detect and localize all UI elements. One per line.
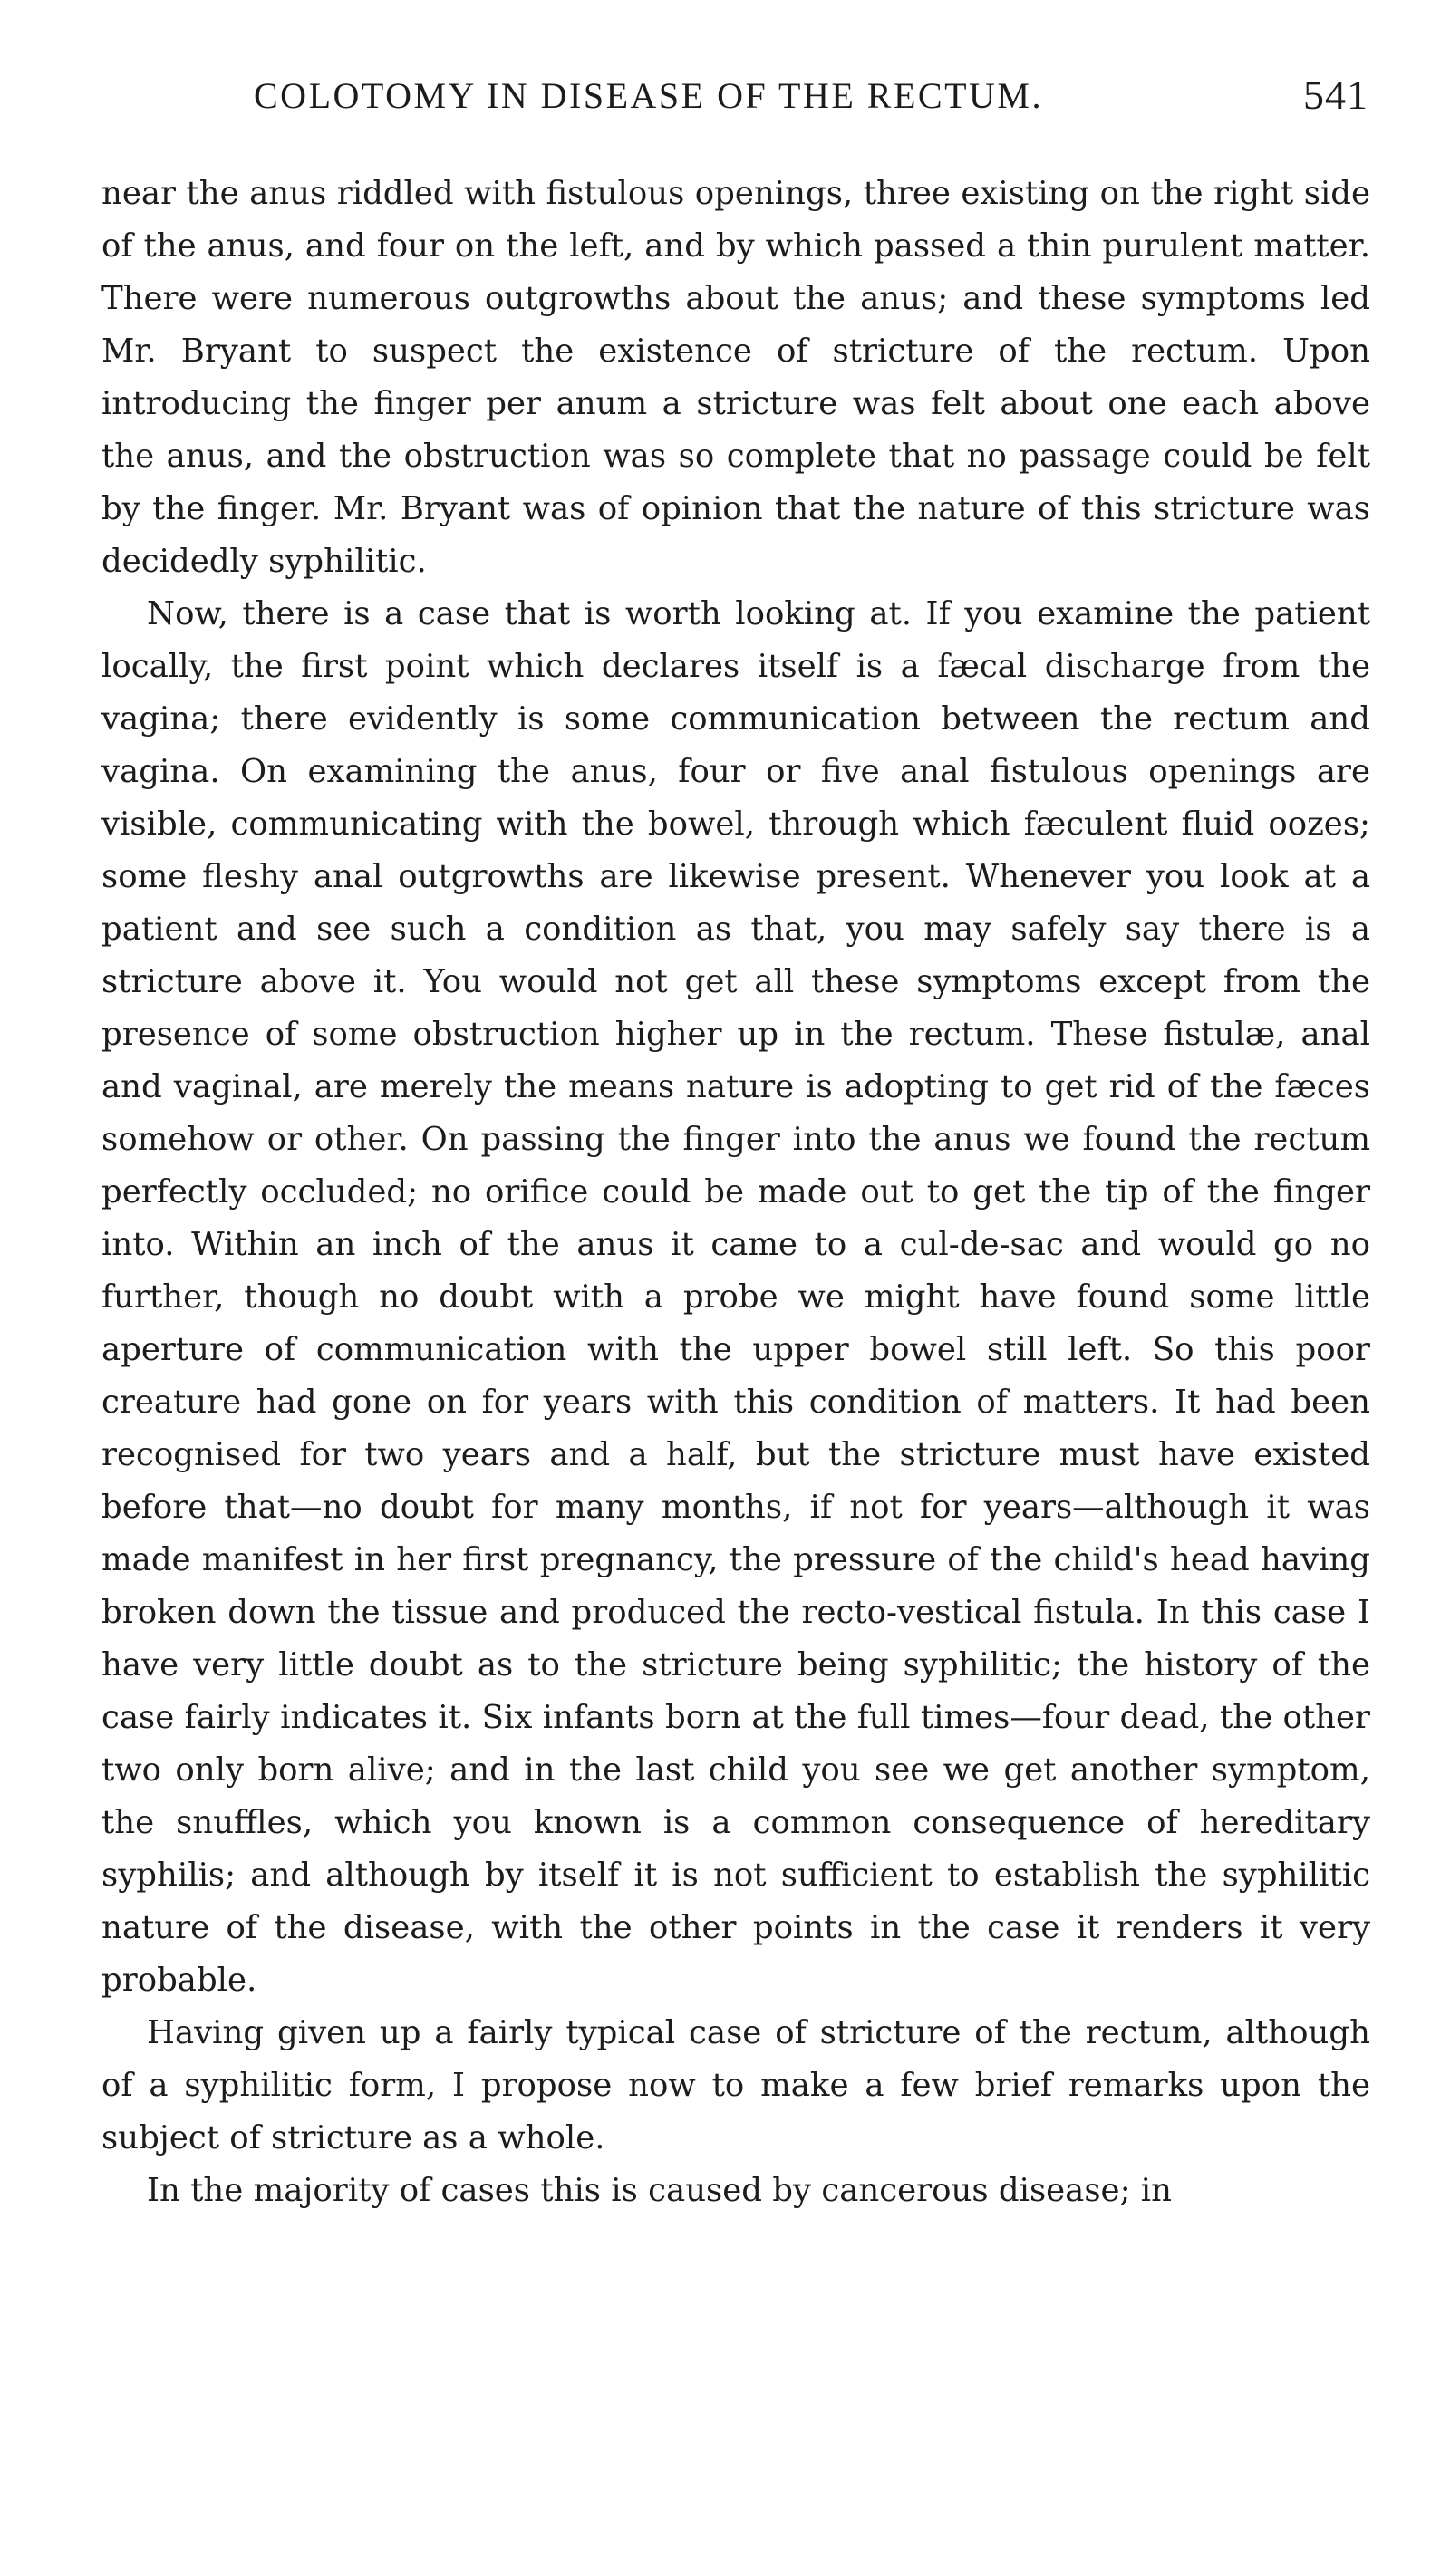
paragraph-continued-case: near the anus riddled with fistulous openings, three existing on the right side of the anus, and four on the left, and by which passed a thin purulent matter. There were numerous outgrowths about the anus; and these symptoms led Mr. Bryant to suspect the existence of stricture of the rectum. Upon introducing the finger per anum a stricture was felt about one each above the anus, and the obstruction was so complete that no passage could be felt by the finger. Mr. Bryant was of opinion that the nature of this stricture was decidedly syphilitic. [102, 175, 1370, 580]
body-text [102, 168, 1370, 2217]
paragraph-transition: Having given up a fairly typical case of stricture of the rectum, although of a syphilitic form, I propose now to make a few brief remarks upon the subject of stricture as a whole. [102, 2014, 1370, 2156]
running-title: COLOTOMY IN DISEASE OF THE RECTUM. [254, 75, 1043, 116]
page-number: 541 [1303, 72, 1368, 118]
paragraph-case-discussion: Now, there is a case that is worth looking at. If you examine the patient locally, the first point which declares itself is a fæcal discharge from the vagina; there evidently is some communication between the rectum and vagina. On examining the anus, four or five anal fistulous openings are visible, communicating with the bowel, through which fæculent fluid oozes; some fleshy anal outgrowths are likewise present. Whenever you look at a patient and see such a condition as that, you may safely say there is a stricture above it. You would not get all these symptoms except from the presence of some obstruction higher up in the rectum. These fistulæ, anal and vaginal, are merely the means nature is adopting to get rid of the fæces somehow or other. On passing the finger into the anus we found the rectum perfectly occluded; no orifice could be made out to get the tip of the finger into. Within an inch of the anus it came to a cul-de-sac and would go no further, though no doubt with a probe we might have found some little aperture of communication with the upper bowel still left. So this poor creature had gone on for years with this condition of matters. It had been recognised for two years and a half, but the stricture must have existed before that—no doubt for many months, if not for years—although it was made manifest in her first pregnancy, the pressure of the child's head having broken down the tissue and produced the recto-vestical fistula. In this case I have very little doubt as to the stricture being syphilitic; the history of the case fairly indicates it. Six infants born at the full times—four dead, the other two only born alive; and in the last child you see we get another symptom, the snuffles, which you known is a common consequence of hereditary syphilis; and although by itself it is not sufficient to establish the syphilitic nature of the disease, with the other points in the case it renders it very probable. [102, 595, 1370, 1999]
running-head [254, 74, 1387, 129]
paragraph-majority-of-cases: In the majority of cases this is caused by cancerous disease; in [147, 2172, 1173, 2209]
